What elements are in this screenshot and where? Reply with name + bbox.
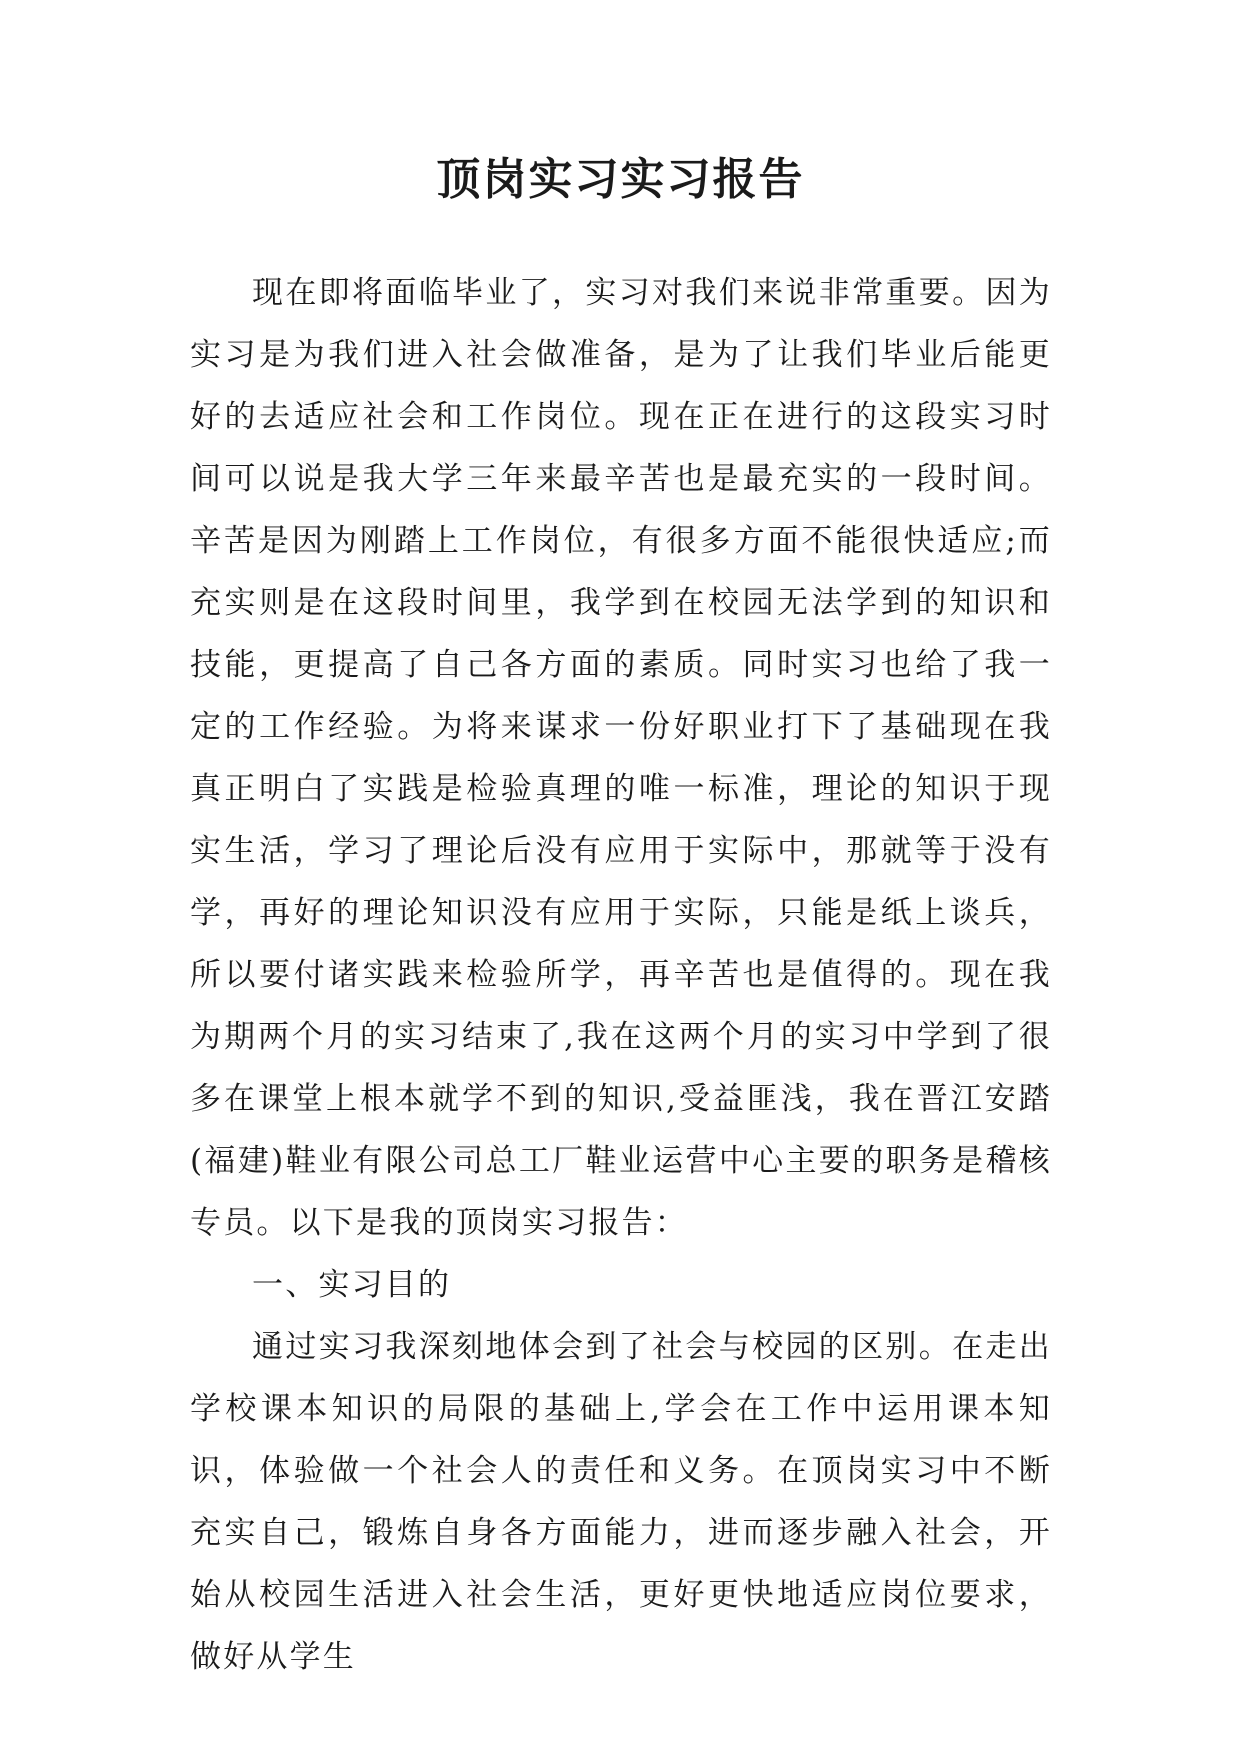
section-heading-purpose: 一、实习目的 bbox=[252, 1267, 452, 1303]
paragraph-purpose: 通过实习我深刻地体会到了社会与校园的区别。在走出学校课本知识的局限的基础上,学会在工作中运用课本知识，体验做一个社会人的责任和义务。在顶岗实习中不断充实自己，锻炼自身各方面能力，进而逐步融入社会，开始从校园生活进入社会生活，更好更快地适应岗位要求，做好从学生 bbox=[190, 1329, 1052, 1675]
document-title: 顶岗实习实习报告 bbox=[436, 154, 805, 205]
paragraph-intro: 现在即将面临毕业了，实习对我们来说非常重要。因为实习是为我们进入社会做准备，是为了让我们毕业后能更好的去适应社会和工作岗位。现在正在进行的这段实习时间可以说是我大学三年来最辛苦也是最充实的一段时间。辛苦是因为刚踏上工作岗位，有很多方面不能很快适应;而充实则是在这段时间里，我学到在校园无法学到的知识和技能，更提高了自己各方面的素质。同时实习也给了我一定的工作经验。为将来谋求一份好职业打下了基础现在我真正明白了实践是检验真理的唯一标准，理论的知识于现实生活，学习了理论后没有应用于实际中，那就等于没有学，再好的理论知识没有应用于实际，只能是纸上谈兵，所以要付诸实践来检验所学，再辛苦也是值得的。现在我为期两个月的实习结束了,我在这两个月的实习中学到了很多在课堂上根本就学不到的知识,受益匪浅，我在晋江安踏(福建)鞋业有限公司总工厂鞋业运营中心主要的职务是稽核专员。以下是我的顶岗实习报告： bbox=[190, 275, 1052, 1241]
document-body bbox=[190, 262, 1052, 1688]
